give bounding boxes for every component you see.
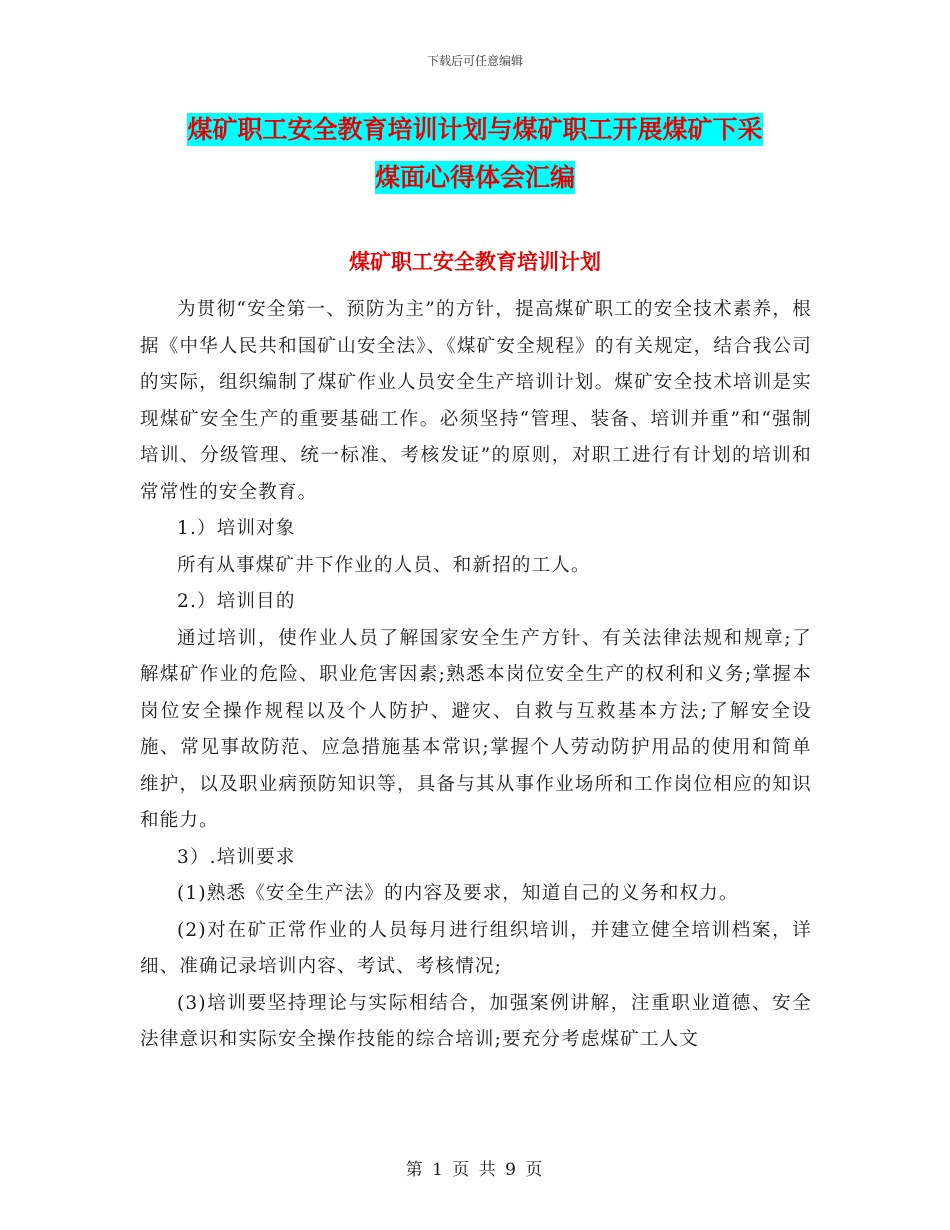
title-highlight-line-2: 煤面心得体会汇编	[374, 163, 575, 192]
page-number: 第 1 页 共 9 页	[405, 1160, 545, 1180]
document-body	[140, 292, 812, 1059]
paragraph-requirement-3: (3)培训要坚持理论与实际相结合，加强案例讲解，注重职业道德、安全法律意识和实际安全操作技能的综合培训;要充分考虑煤矿工人文	[140, 992, 812, 1050]
heading-training-purpose: 2.）培训目的	[177, 591, 296, 612]
document-title-line-2	[0, 154, 950, 202]
paragraph-requirement-2: (2)对在矿正常作业的人员每月进行组织培训，并建立健全培训档案，详细、准确记录培训内容、考试、考核情况;	[140, 919, 812, 977]
paragraph-training-target: 所有从事煤矿井下作业的人员、和新招的工人。	[177, 554, 591, 576]
section-title: 煤矿职工安全教育培训计划	[349, 250, 601, 274]
header-note: 下载后可任意编辑	[426, 54, 523, 68]
document-title-line-1	[0, 106, 950, 154]
paragraph-training-purpose: 通过培训，使作业人员了解国家安全生产方针、有关法律法规和规章;了解煤矿作业的危险、职业危害因素;熟悉本岗位安全生产的权利和义务;掌握本岗位安全操作规程以及个人防护、避灾、自救与互救基本方法;了解安全设施、常见事故防范、应急措施基本常识;掌握个人劳动防护用品的使用和简单维护，以及职业病预防知识等，具备与其从事作业场所和工作岗位相应的知识和能力。	[140, 627, 812, 831]
document-title	[0, 106, 950, 202]
title-highlight-line-1: 煤矿职工安全教育培训计划与煤矿职工开展煤矿下采	[187, 115, 763, 144]
paragraph-requirement-1: (1)熟悉《安全生产法》的内容及要求，知道自己的义务和权力。	[177, 883, 739, 904]
heading-training-requirements: 3）.培训要求	[177, 846, 296, 868]
heading-training-target: 1.）培训对象	[177, 518, 296, 539]
paragraph-intro: 为贯彻“安全第一、预防为主”的方针，提高煤矿职工的安全技术素养，根据《中华人民共和国矿山安全法》、《煤矿安全规程》的有关规定，结合我公司的实际，组织编制了煤矿作业人员安全生产培训计划。煤矿安全技术培训是实现煤矿安全生产的重要基础工作。必须坚持“管理、装备、培训并重”和“强制培训、分级管理、统一标准、考核发证”的原则，对职工进行有计划的培训和常常性的安全教育。	[140, 299, 812, 503]
